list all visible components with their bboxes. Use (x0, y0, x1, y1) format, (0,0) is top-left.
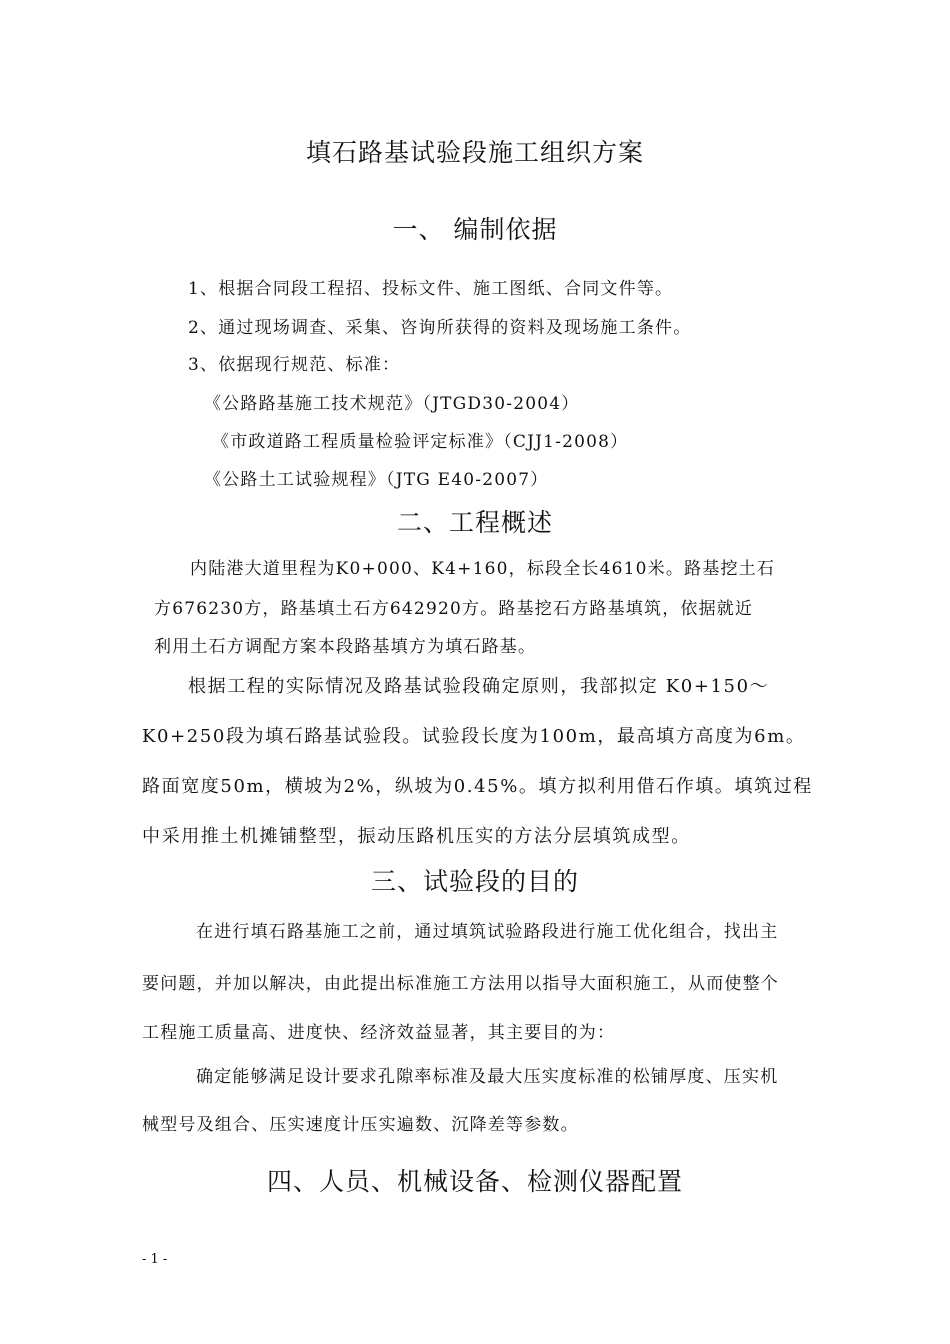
standard-3: 《公路土工试验规程》（JTG E40-2007） (204, 470, 549, 490)
section-heading-3: 三、试验段的目的 (370, 867, 579, 896)
purpose-para1-line-3: 工程施工质量高、进度快、经济效益显著，其主要目的为： (142, 1023, 616, 1043)
basis-item-1: 1、根据合同段工程招、投标文件、施工图纸、合同文件等。 (188, 279, 674, 299)
purpose-para2-line-1: 确定能够满足设计要求孔隙率标准及最大压实度标准的松铺厚度、压实机 (196, 1067, 779, 1087)
section-heading-1: 一、 编制依据 (392, 215, 558, 244)
overview-para2-line-4: 中采用推土机摊铺整型，振动压路机压实的方法分层填筑成型。 (142, 826, 691, 847)
purpose-para1-line-1: 在进行填石路基施工之前，通过填筑试验路段进行施工优化组合，找出主 (196, 922, 779, 942)
purpose-para1-line-2: 要问题，并加以解决，由此提出标准施工方法用以指导大面积施工，从而使整个 (142, 974, 779, 994)
section-heading-4: 四、人员、机械设备、检测仪器配置 (266, 1167, 683, 1196)
overview-para2-line-2: K0+250段为填石路基试验段。试验段长度为100m，最高填方高度为6m。 (142, 726, 806, 747)
standard-1: 《公路路基施工技术规范》（JTGD30-2004） (204, 394, 580, 414)
overview-para2-line-3: 路面宽度50m，横坡为2%，纵坡为0.45%。填方拟利用借石作填。填筑过程 (142, 776, 813, 797)
section-heading-2: 二、工程概述 (396, 508, 553, 537)
overview-para1-line-3: 利用土石方调配方案本段路基填方为填石路基。 (154, 637, 537, 657)
purpose-para2-line-2: 械型号及组合、压实速度计压实遍数、沉降差等参数。 (142, 1115, 579, 1135)
overview-para2-line-1: 根据工程的实际情况及路基试验段确定原则，我部拟定 K0+150～ (188, 676, 770, 697)
overview-para1-line-1: 内陆港大道里程为K0+000、K4+160，标段全长4610米。路基挖土石 (190, 559, 776, 579)
page-number: - 1 - (142, 1252, 168, 1267)
standard-2: 《市政道路工程质量检验评定标准》（CJJ1-2008） (212, 432, 629, 452)
document-title: 填石路基试验段施工组织方案 (305, 138, 644, 167)
basis-item-3: 3、依据现行规范、标准： (188, 355, 401, 375)
basis-item-2: 2、通过现场调查、采集、咨询所获得的资料及现场施工条件。 (188, 318, 692, 338)
overview-para1-line-2: 方676230方，路基填土石方642920方。路基挖石方路基填筑，依据就近 (154, 599, 754, 619)
